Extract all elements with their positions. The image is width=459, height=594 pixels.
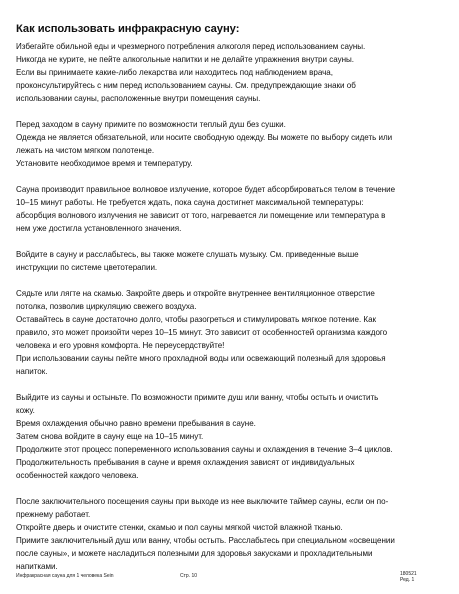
paragraph-gap — [16, 235, 444, 248]
text-line: после сауны», и можете насладиться полезными для здоровья закусками и прохладительными — [16, 549, 373, 558]
text-line: Одежда не является обязательной, или носите свободную одежду. Вы можете по выбору сидеть или — [16, 133, 393, 142]
paragraph — [16, 391, 444, 482]
text-line: потолка, позволив циркуляцию свежего воздуха. — [16, 302, 197, 311]
footer-revision — [400, 571, 417, 583]
text-line: Избегайте обильной еды и чрезмерного потребления алкоголя перед использованием сауны. — [16, 42, 366, 51]
paragraph — [16, 495, 444, 573]
text-line: Никогда не курите, не пейте алкогольные напитки и не делайте упражнения внутри сауны. — [16, 55, 354, 64]
text-line: Сядьте или лягте на скамью. Закройте дверь и откройте внутреннее вентиляционное отверстие — [16, 289, 375, 298]
text-line: После заключительного посещения сауны при выходе из нее выключите таймер сауны, если он по- — [16, 497, 389, 506]
footer-page-number: Стр. 10 — [180, 573, 198, 579]
text-line: Примите заключительный душ или ванну, чтобы остыть. Расслабьтесь при специальном «освещении — [16, 536, 395, 545]
footer-product-name: Инфракрасная сауна для 1 человека Sein — [16, 573, 114, 579]
text-line: напитками. — [16, 562, 58, 571]
text-line: Установите необходимое время и температуру. — [16, 159, 193, 168]
paragraph — [16, 183, 444, 235]
page-footer — [16, 573, 444, 589]
text-line: Продолжительность пребывания в сауне и время охлаждения зависят от индивидуальных — [16, 458, 355, 467]
text-line: особенностей каждого человека. — [16, 471, 139, 480]
paragraph — [16, 118, 444, 170]
text-line: правило, это может произойти через 10–15 минут. Это зависит от особенностей организма каждого — [16, 328, 388, 337]
paragraph — [16, 248, 444, 274]
text-line: проконсультируйтесь с ним перед использованием сауны. См. предупреждающие знаки об — [16, 81, 356, 90]
text-line: Оставайтесь в сауне достаточно долго, чтобы разогреться и стимулировать мягкое потение. Как — [16, 315, 377, 324]
document-body — [16, 22, 444, 573]
text-line: абсорбция волнового излучения не зависит от того, нагревается ли помещение или температура в — [16, 211, 386, 220]
text-line: 10–15 минут работы. Не требуется ждать, пока сауна достигнет максимальной температуры: — [16, 198, 364, 207]
text-line: Откройте дверь и очистите стенки, скамью и пол сауны мягкой чистой влажной тканью. — [16, 523, 343, 532]
paragraph-gap — [16, 170, 444, 183]
text-line: Если вы принимаете какие-либо лекарства или находитесь под наблюдением врача, — [16, 68, 333, 77]
text-line: напиток. — [16, 367, 48, 376]
text-line: использовании сауны, расположенные внутри помещения сауны. — [16, 94, 261, 103]
text-line: При использовании сауны пейте много прохладной воды или освежающий полезный для здоровья — [16, 354, 386, 363]
page-title: Как использовать инфракрасную сауну: — [16, 23, 240, 35]
paragraph-gap — [16, 274, 444, 287]
text-line: Затем снова войдите в сауну еще на 10–15 минут. — [16, 432, 204, 441]
paragraph-gap — [16, 378, 444, 391]
text-line: нем уже достигла установленного значения. — [16, 224, 182, 233]
text-line: человека и его уровня комфорта. Не переусердствуйте! — [16, 341, 225, 350]
text-line: прежнему работает. — [16, 510, 91, 519]
text-line: Время охлаждения обычно равно времени пребывания в сауне. — [16, 419, 256, 428]
text-line: инструкции по системе цветотерапии. — [16, 263, 158, 272]
text-line: Продолжите этот процесс попеременного использования сауны и охлаждения в течение 3–4 циклов. — [16, 445, 393, 454]
paragraph — [16, 40, 444, 105]
text-line: Войдите в сауну и расслабьтесь, вы также можете слушать музыку. См. приведенные выше — [16, 250, 359, 259]
paragraph-gap — [16, 482, 444, 495]
text-line: Выйдите из сауны и остыньте. По возможности примите душ или ванну, чтобы остыть и очистить — [16, 393, 379, 402]
text-line: лежать на чистом мягком полотенце. — [16, 146, 155, 155]
footer-doc-code: 180521 — [400, 571, 417, 577]
text-line: кожу. — [16, 406, 35, 415]
text-line: Перед заходом в сауну примите по возможности теплый душ без сушки. — [16, 120, 286, 129]
text-line: Сауна производит правильное волновое излучение, которое будет абсорбироваться телом в течение — [16, 185, 396, 194]
footer-revision-number: Ред. 1 — [400, 577, 415, 583]
paragraph-gap — [16, 105, 444, 118]
paragraph — [16, 287, 444, 378]
